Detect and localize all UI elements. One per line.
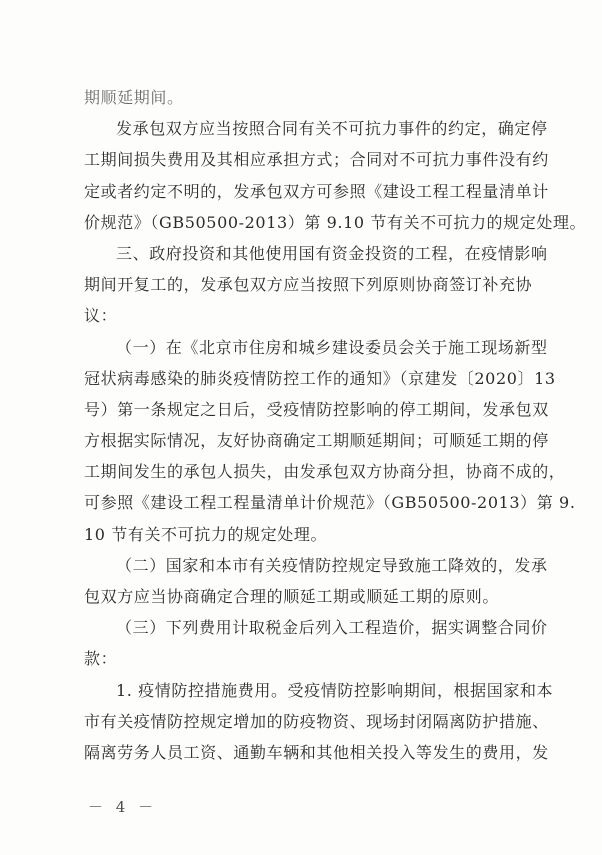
document-body: [84, 82, 587, 768]
text-line: 隔离劳务人员工资、通勤车辆和其他相关投入等发生的费用，发: [84, 742, 549, 762]
text-line: （二）国家和本市有关疫情防控规定导致施工降效的，发承: [116, 555, 548, 575]
text-line: 期间开复工的，发承包双方应当按照下列原则协商签订补充协: [84, 275, 533, 295]
text-line: 定或者约定不明的，发承包双方可参照《建设工程工程量清单计: [84, 181, 549, 201]
text-line: 包双方应当协商确定合理的顺延工期或顺延工期的原则。: [84, 587, 500, 606]
text-line: （一）在《北京市住房和城乡建设委员会关于施工现场新型: [116, 337, 548, 357]
text-line: 冠状病毒感染的肺炎疫情防控工作的通知》（京建发〔2020〕13: [84, 368, 556, 388]
text-line: 可参照《建设工程工程量清单计价规范》（GB50500-2013）第 9.: [84, 493, 576, 513]
page-number: － 4 －: [88, 798, 158, 816]
text-line: 发承包双方应当按照合同有关不可抗力事件的约定，确定停: [116, 119, 548, 139]
text-line: 期顺延期间。: [84, 88, 184, 107]
text-line: 议：: [84, 306, 118, 326]
text-line: 方根据实际情况，友好协商确定工期顺延期间；可顺延工期的停: [84, 431, 549, 451]
text-line: （三）下列费用计取税金后列入工程造价，据实调整合同价: [116, 618, 548, 638]
text-line: 10 节有关不可抗力的规定处理。: [84, 524, 328, 544]
text-line: 工期间发生的承包人损失，由发承包双方协商分担，协商不成的，: [84, 462, 566, 482]
text-line: 工期间损失费用及其相应承担方式；合同对不可抗力事件没有约: [84, 150, 549, 170]
text-line: 款：: [84, 649, 118, 669]
text-line: 三、政府投资和其他使用国有资金投资的工程，在疫情影响: [116, 243, 548, 263]
text-line: 市有关疫情防控规定增加的防疫物资、现场封闭隔离防护措施、: [84, 711, 549, 731]
text-line: 号）第一条规定之日后，受疫情防控影响的停工期间，发承包双: [84, 399, 549, 419]
text-line: 价规范》（GB50500-2013）第 9.10 节有关不可抗力的规定处理。: [84, 212, 587, 232]
text-line: 1. 疫情防控措施费用。受疫情防控影响期间，根据国家和本: [116, 680, 554, 700]
